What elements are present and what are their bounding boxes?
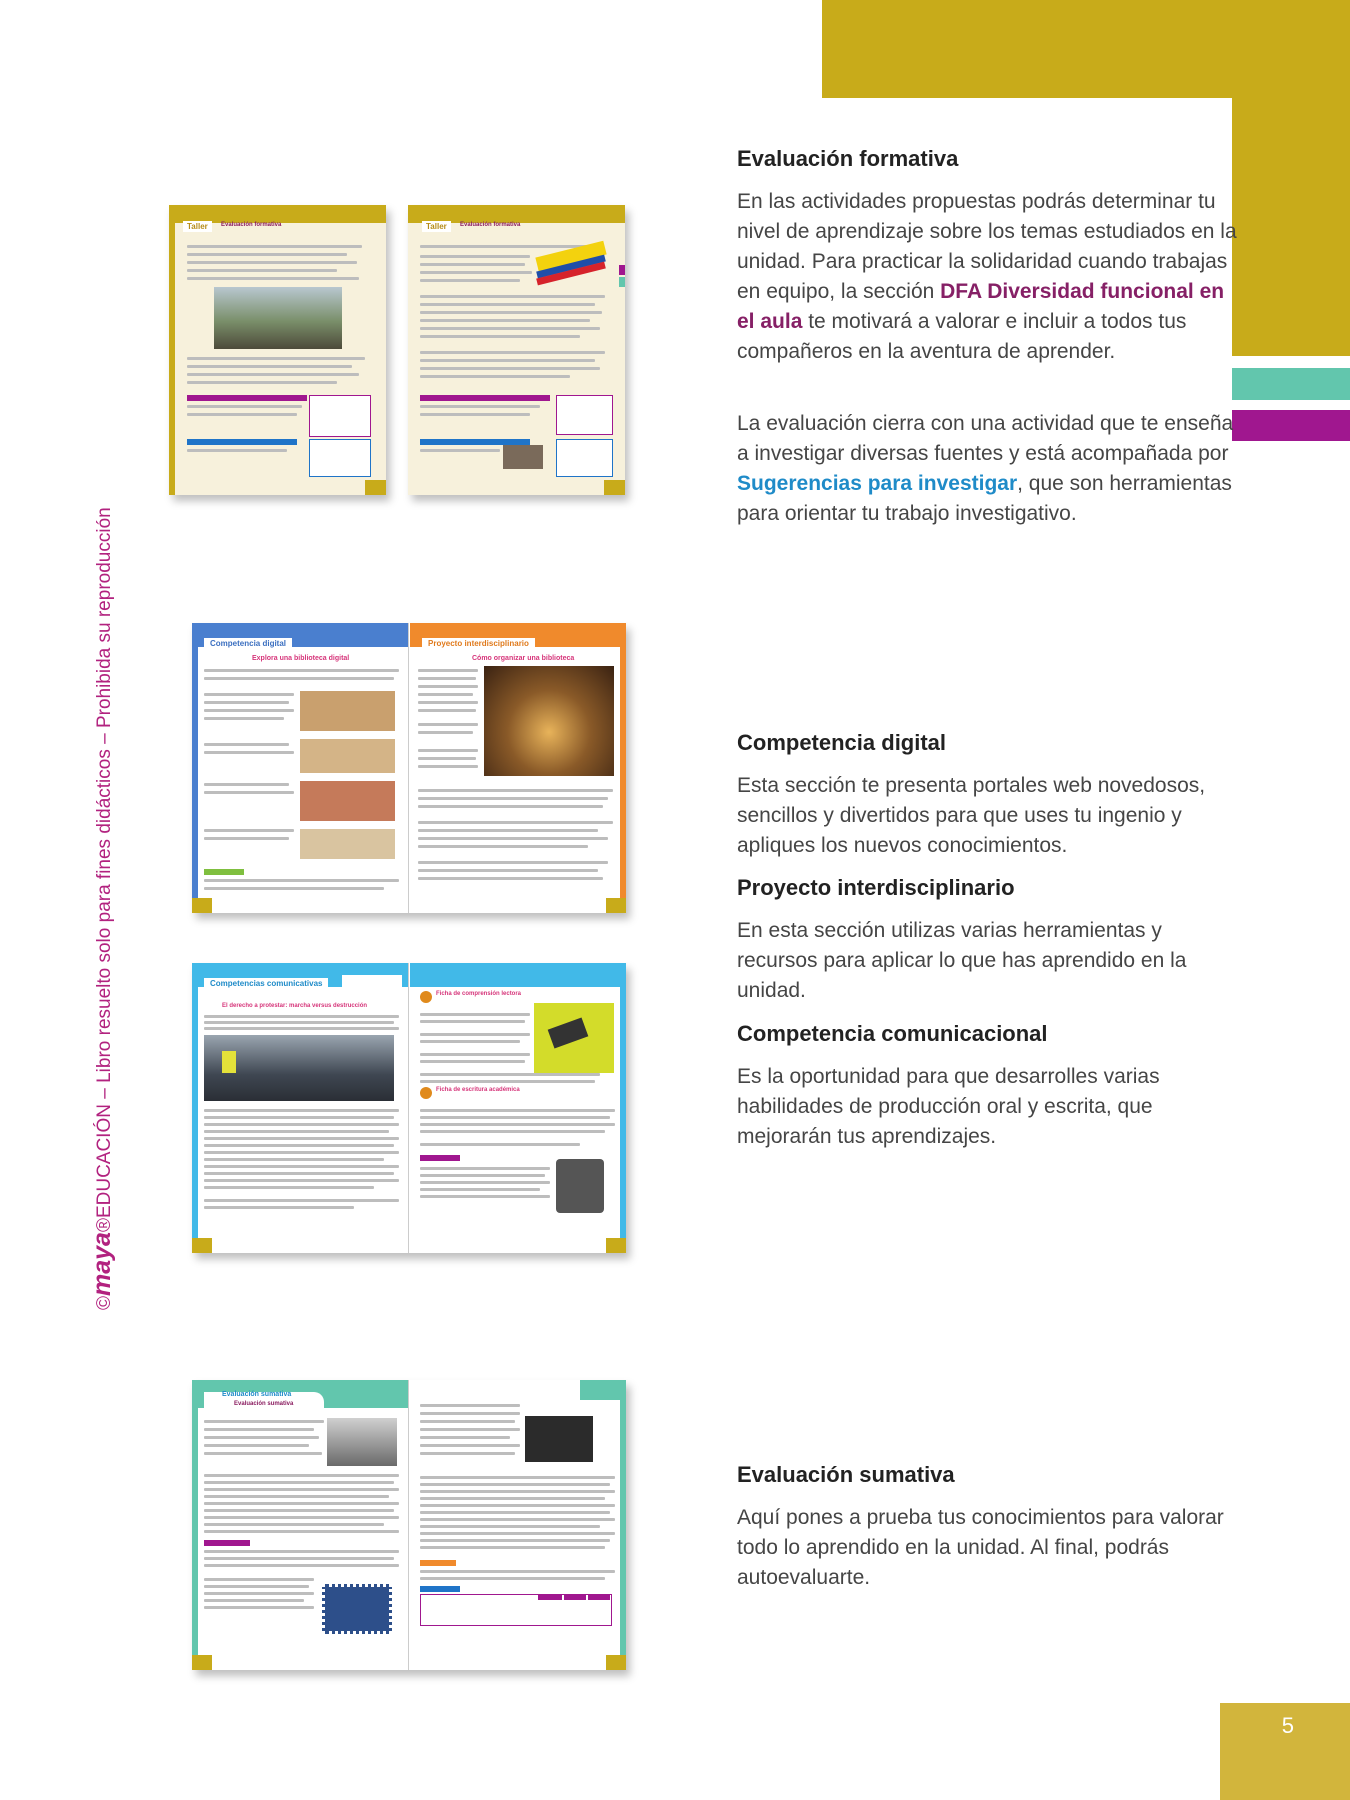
magenta-tab xyxy=(1232,410,1350,441)
thumb-tag: Competencia digital xyxy=(204,638,292,649)
highlight-sugerencias: Sugerencias para investigar xyxy=(737,472,1018,495)
copyright-symbol: © xyxy=(94,1296,115,1310)
thumbnail-formativa-left xyxy=(169,205,386,495)
screenshot-3 xyxy=(300,781,395,821)
thumbnail-comunicacional xyxy=(192,963,626,1253)
paragraph-comunicacional: Es la oportunidad para que desarrolles varias habilidades de producción oral y escrita, que mejorarán tus aprendizajes. xyxy=(737,1065,1160,1148)
screenshot-2 xyxy=(300,739,395,773)
registered-mark: ® xyxy=(94,1218,115,1233)
thumb-subtitle: Evaluación sumativa xyxy=(234,1401,294,1407)
paragraph-formativa-1 xyxy=(737,187,1237,367)
heading-proyecto-interdisciplinario: Proyecto interdisciplinario xyxy=(737,875,1015,900)
thumbnail-formativa-right xyxy=(408,205,625,495)
highlight-dfa: DFA Diversidad funcional en el aula xyxy=(737,280,1225,333)
text-formativa-2b: , que son herramientas para orientar tu trabajo investigativo. xyxy=(737,472,1232,525)
riot-shield-photo xyxy=(556,1159,604,1213)
paragraph-sumativa: Aquí pones a prueba tus conocimientos para valorar todo lo aprendido en la unidad. Al final, podrás autoevaluarte. xyxy=(737,1506,1224,1589)
thumbnail-sumativa xyxy=(192,1380,626,1670)
battle-photo xyxy=(214,287,342,349)
thumb-title: El derecho a protestar: marcha versus destrucción xyxy=(222,1003,368,1009)
gold-top-band xyxy=(822,0,1350,98)
stamp-image xyxy=(322,1584,392,1634)
copyright-notice xyxy=(88,507,117,1310)
text-formativa-1a: En las actividades propuestas podrás determinar tu nivel de aprendizaje sobre los temas estudiados en la unidad. Para practicar la solidaridad cuando trabajas en equipo, la sección xyxy=(737,190,1237,303)
thumb-ficha-2: Ficha de escritura académica xyxy=(436,1087,520,1093)
text-formativa-1b: te motivará a valorar e incluir a todos tus compañeros en la aventura de aprender. xyxy=(737,310,1187,363)
thumb-tag: Evaluación sumativa xyxy=(222,1391,292,1398)
historic-photo xyxy=(327,1418,397,1466)
thumb-title: Cómo organizar una biblioteca xyxy=(472,655,575,662)
thumb-tag: Competencias comunicativas xyxy=(204,978,328,989)
heading-evaluacion-formativa: Evaluación formativa xyxy=(737,146,959,171)
thumb-title: Evaluación formativa xyxy=(221,222,282,228)
heading-competencia-comunicacional: Competencia comunicacional xyxy=(737,1021,1048,1046)
screenshot-4 xyxy=(300,829,395,859)
maya-logo: maya xyxy=(88,1232,116,1296)
paragraph-proyecto: En esta sección utilizas varias herramientas y recursos para aplicar lo que has aprendido en la unidad. xyxy=(737,919,1187,1002)
thumb-title: Explora una biblioteca digital xyxy=(252,655,350,662)
thumb-tag: Proyecto interdisciplinario xyxy=(422,638,535,649)
library-photo xyxy=(484,666,614,776)
teal-tab xyxy=(1232,368,1350,400)
thumb-ficha-1: Ficha de comprensión lectora xyxy=(436,991,522,997)
heading-competencia-digital: Competencia digital xyxy=(737,730,947,755)
gold-side-band xyxy=(1232,98,1350,356)
text-formativa-2a: La evaluación cierra con una actividad que te enseña a investigar diversas fuentes y está acompañada por xyxy=(737,412,1234,465)
thumb-title: Evaluación formativa xyxy=(460,222,521,228)
thumbnail-digital-proyecto xyxy=(192,623,626,913)
copyright-text: EDUCACIÓN – Libro resuelto solo para fines didácticos – Prohibida su reproducción xyxy=(94,507,115,1219)
thumb-tag: Taller xyxy=(422,221,451,232)
gavel-photo xyxy=(503,445,543,469)
screenshot-1 xyxy=(300,691,395,731)
page-number: 5 xyxy=(1281,1713,1294,1738)
map-image xyxy=(525,1416,593,1462)
heading-evaluacion-sumativa: Evaluación sumativa xyxy=(737,1462,955,1487)
paragraph-digital: Esta sección te presenta portales web novedosos, sencillos y divertidos para que uses tu ingenio y apliques los nuevos conocimientos. xyxy=(737,774,1206,857)
paragraph-formativa-2 xyxy=(737,409,1237,529)
thumb-tag: Taller xyxy=(183,221,212,232)
